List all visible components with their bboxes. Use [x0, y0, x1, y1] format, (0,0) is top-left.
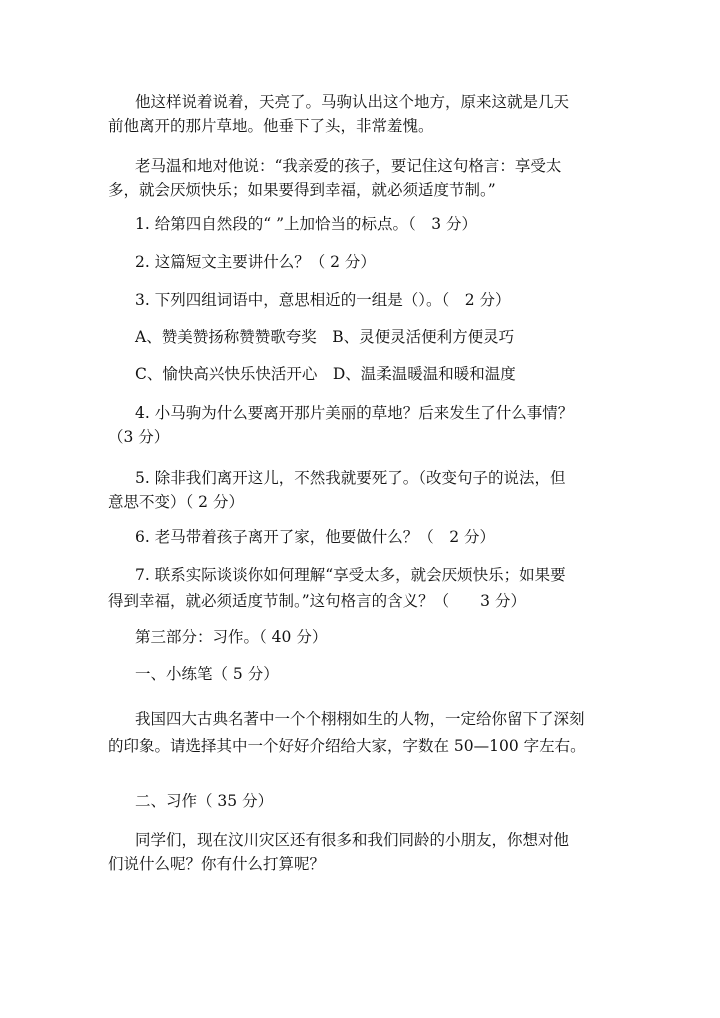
- paragraph-line: 的印象。请选择其中一个好好介绍给大家，字数在 50—100 字左右。: [108, 737, 586, 755]
- section-one-heading: 一、小练笔（ 5 分）: [135, 665, 279, 683]
- question-6: 6. 老马带着孩子离开了家，他要做什么？（ 2 分）: [135, 528, 496, 546]
- question-5: 5. 除非我们离开这儿，不然我就要死了。（改变句子的说法，但: [135, 469, 566, 487]
- question-2: 2. 这篇短文主要讲什么？（ 2 分）: [135, 253, 376, 271]
- paragraph-line: 同学们，现在汶川灾区还有很多和我们同龄的小朋友，你想对他: [135, 831, 570, 849]
- question-4: 4. 小马驹为什么要离开那片美丽的草地？后来发生了什么事情？: [135, 404, 574, 422]
- options-c-d: C、愉快高兴快乐快活开心 D、温柔温暖温和暖和温度: [135, 365, 516, 383]
- paragraph-line: 前他离开的那片草地。他垂下了头，非常羞愧。: [108, 117, 434, 135]
- paragraph-line: 我国四大古典名著中一个个栩栩如生的人物，一定给你留下了深刻: [135, 710, 585, 728]
- question-1: 1. 给第四自然段的“ ”上加恰当的标点。（ 3 分）: [135, 215, 478, 233]
- question-3: 3. 下列四组词语中，意思相近的一组是（）。（ 2 分）: [135, 291, 511, 309]
- question-7: 7. 联系实际谈谈你如何理解“享受太多，就会厌烦快乐；如果要: [135, 566, 566, 584]
- question-7-cont: 得到幸福，就必须适度节制。”这句格言的含义？（ 3 分）: [108, 592, 526, 610]
- paragraph-line: 老马温和地对他说：“我亲爱的孩子，要记住这句格言：享受太: [135, 157, 562, 175]
- section-two-heading: 二、习作（ 35 分）: [135, 792, 274, 810]
- paragraph-line: 他这样说着说着，天亮了。马驹认出这个地方，原来这就是几天: [135, 93, 570, 111]
- options-a-b: A、赞美赞扬称赞赞歌夸奖 B、灵便灵活便利方便灵巧: [135, 328, 515, 346]
- question-5-cont: 意思不变）（ 2 分）: [108, 493, 244, 511]
- question-4-score: （3 分）: [108, 428, 170, 446]
- part-three-heading: 第三部分：习作。（ 40 分）: [135, 628, 328, 646]
- paragraph-line: 们说什么呢？你有什么打算呢？: [108, 855, 326, 873]
- paragraph-line: 多，就会厌烦快乐；如果要得到幸福，就必须适度节制。”: [108, 181, 496, 199]
